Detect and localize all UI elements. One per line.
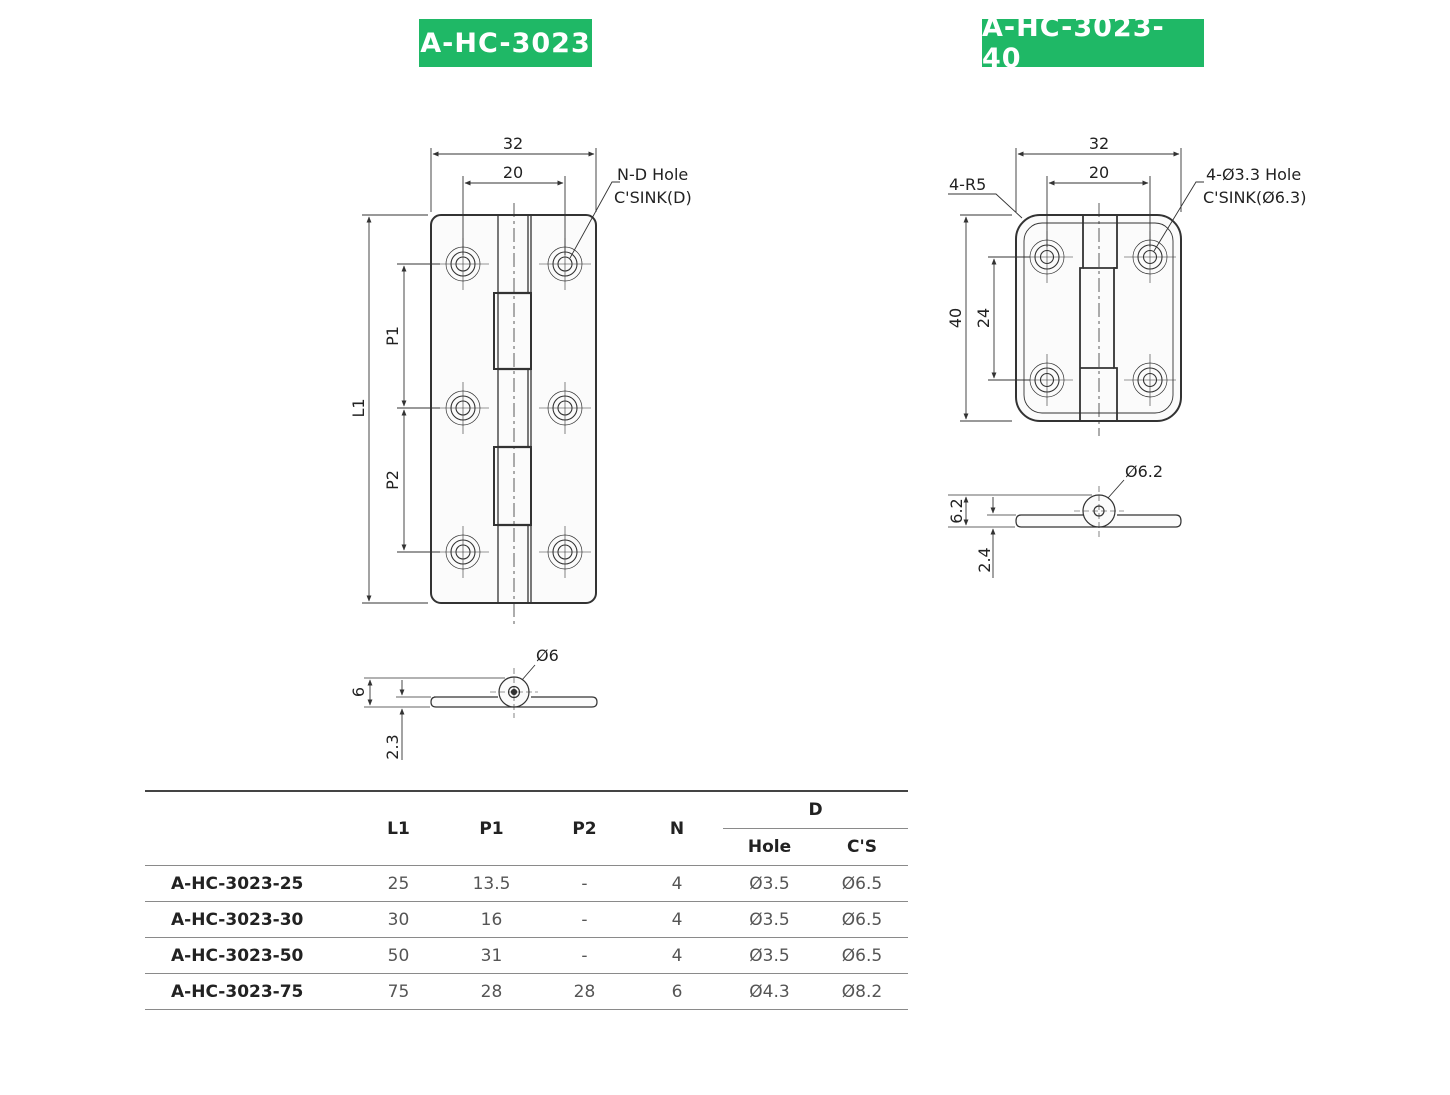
cell-model: A-HC-3023-75 (145, 974, 352, 1010)
header-model (145, 791, 352, 866)
table-row (145, 974, 908, 1010)
table-row (145, 902, 908, 938)
cell-hole: Ø3.5 (723, 866, 816, 902)
hinge-front-view-right (1016, 203, 1181, 436)
dim-thickness-right: 2.4 (975, 547, 994, 573)
hole-note-left-line2: C'SINK(D) (614, 188, 692, 207)
cell-p1: 31 (445, 938, 538, 974)
hole-note-right-line2: C'SINK(Ø6.3) (1203, 188, 1307, 207)
cell-n: 6 (631, 974, 723, 1010)
table-row (145, 866, 908, 902)
cell-p2: - (538, 902, 631, 938)
dim-length-left: L1 (349, 398, 368, 418)
header-d: D (723, 791, 908, 829)
dim-height-left: 6 (349, 686, 368, 698)
header-l1: L1 (352, 791, 445, 866)
cell-model: A-HC-3023-50 (145, 938, 352, 974)
cell-l1: 30 (352, 902, 445, 938)
dim-width-inner-left: 20 (502, 163, 524, 182)
cell-hole: Ø4.3 (723, 974, 816, 1010)
cell-hole: Ø3.5 (723, 938, 816, 974)
dim-pitch-right: 24 (974, 307, 993, 329)
model-badge-right: A-HC-3023-40 (982, 19, 1204, 67)
cell-cs: Ø6.5 (816, 866, 908, 902)
header-hole: Hole (723, 829, 816, 866)
hole-note-left-line1: N-D Hole (617, 165, 689, 184)
dim-thickness-left: 2.3 (383, 734, 402, 760)
cell-l1: 25 (352, 866, 445, 902)
cell-p1: 16 (445, 902, 538, 938)
header-cs: C'S (816, 829, 908, 866)
radius-note-right: 4-R5 (949, 175, 987, 194)
table-row (145, 938, 908, 974)
cell-p1: 13.5 (445, 866, 538, 902)
cell-p2: - (538, 938, 631, 974)
dim-pitch2-left: P2 (383, 470, 402, 490)
cell-p2: - (538, 866, 631, 902)
spec-table (145, 790, 908, 1010)
dim-length-right: 40 (946, 307, 965, 329)
cell-cs: Ø6.5 (816, 938, 908, 974)
cell-model: A-HC-3023-25 (145, 866, 352, 902)
hole-note-right-line1: 4-Ø3.3 Hole (1206, 165, 1302, 184)
cell-p1: 28 (445, 974, 538, 1010)
pin-diameter-right: Ø6.2 (1125, 462, 1164, 481)
dim-width-outer-left: 32 (502, 134, 524, 153)
cell-n: 4 (631, 938, 723, 974)
cell-l1: 50 (352, 938, 445, 974)
pin-diameter-left: Ø6 (536, 646, 559, 665)
dim-width-inner-right: 20 (1088, 163, 1110, 182)
header-p2: P2 (538, 791, 631, 866)
model-badge-left: A-HC-3023 (419, 19, 592, 67)
cell-p2: 28 (538, 974, 631, 1010)
cell-model: A-HC-3023-30 (145, 902, 352, 938)
cell-n: 4 (631, 902, 723, 938)
header-p1: P1 (445, 791, 538, 866)
cell-cs: Ø6.5 (816, 902, 908, 938)
dim-height-right: 6.2 (947, 498, 966, 524)
dim-width-outer-right: 32 (1088, 134, 1110, 153)
cell-n: 4 (631, 866, 723, 902)
cell-cs: Ø8.2 (816, 974, 908, 1010)
cell-l1: 75 (352, 974, 445, 1010)
header-n: N (631, 791, 723, 866)
dim-pitch1-left: P1 (383, 326, 402, 346)
cell-hole: Ø3.5 (723, 902, 816, 938)
